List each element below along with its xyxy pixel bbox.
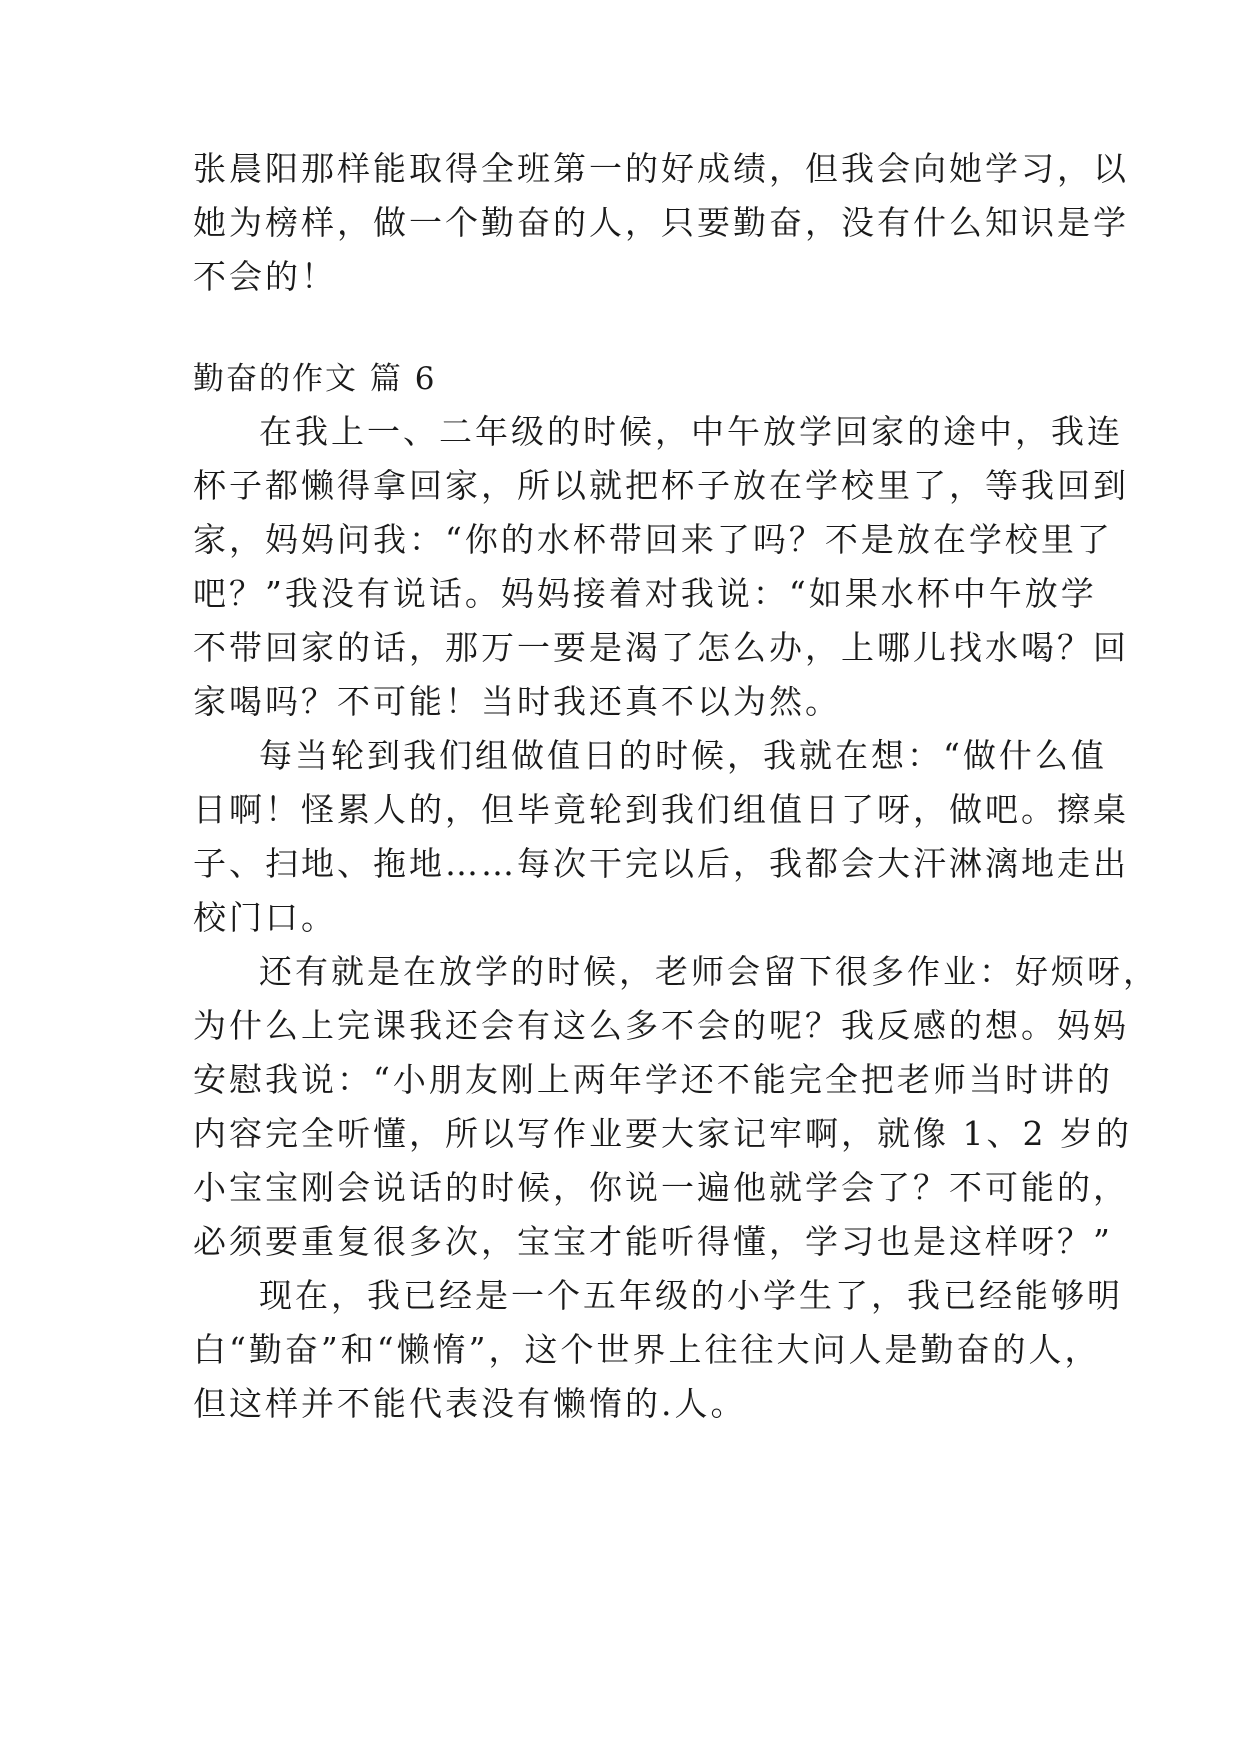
text-line: 不会的！: [193, 257, 337, 296]
text-line: 现在，我已经是一个五年级的小学生了，我已经能够明: [259, 1276, 1123, 1315]
text-line: 不带回家的话，那万一要是渴了怎么办，上哪儿找水喝？回: [193, 628, 1129, 667]
text-line: 每当轮到我们组做值日的时候，我就在想：“做什么值: [259, 736, 1107, 775]
text-line: 但这样并不能代表没有懒惰的.人。: [193, 1384, 747, 1423]
text-line: 家喝吗？不可能！当时我还真不以为然。: [193, 682, 841, 721]
text-line: 杯子都懒得拿回家，所以就把杯子放在学校里了，等我回到: [193, 466, 1129, 505]
text-line: 家，妈妈问我：“你的水杯带回来了吗？不是放在学校里了: [193, 520, 1113, 559]
text-line: 张晨阳那样能取得全班第一的好成绩，但我会向她学习，以: [193, 149, 1129, 188]
text-line: 日啊！怪累人的，但毕竟轮到我们组值日了呀，做吧。擦桌: [193, 790, 1129, 829]
text-line: 还有就是在放学的时候，老师会留下很多作业：好烦呀，: [259, 952, 1159, 991]
text-line: 白“勤奋”和“懒惰”，这个世界上往往大问人是勤奋的人，: [193, 1330, 1101, 1369]
text-line: 校门口。: [193, 898, 337, 937]
text-line: 她为榜样，做一个勤奋的人，只要勤奋，没有什么知识是学: [193, 203, 1129, 242]
text-line: 安慰我说：“小朋友刚上两年学还不能完全把老师当时讲的: [193, 1060, 1113, 1099]
text-line: 吧？”我没有说话。妈妈接着对我说：“如果水杯中午放学: [193, 574, 1097, 613]
section-title: 勤奋的作文 篇 6: [193, 361, 437, 397]
text-line: 必须要重复很多次，宝宝才能听得懂，学习也是这样呀？”: [193, 1222, 1113, 1261]
text-line: 在我上一、二年级的时候，中午放学回家的途中，我连: [259, 412, 1123, 451]
text-line: 为什么上完课我还会有这么多不会的呢？我反感的想。妈妈: [193, 1006, 1129, 1045]
text-line: 子、扫地、拖地……每次干完以后，我都会大汗淋漓地走出: [193, 844, 1129, 883]
text-line: 小宝宝刚会说话的时候，你说一遍他就学会了？不可能的，: [193, 1168, 1129, 1207]
text-line: 内容完全听懂，所以写作业要大家记牢啊，就像 1、2 岁的: [193, 1114, 1132, 1153]
